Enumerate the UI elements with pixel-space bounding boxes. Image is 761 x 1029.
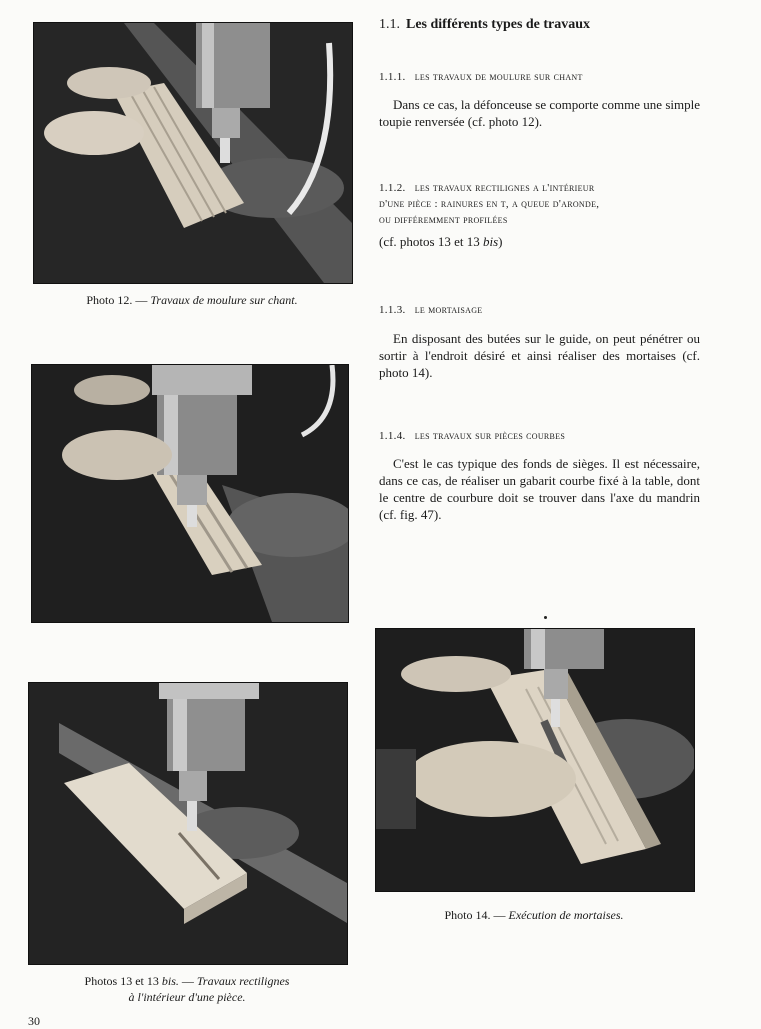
caption-line-2: à l'intérieur d'une pièce. — [128, 990, 246, 1005]
subsection-1-1-1-heading: 1.1.1. les travaux de moulure sur chant — [379, 71, 583, 83]
photo-14 — [375, 628, 695, 892]
subsection-1-1-3-text: En disposant des butées sur le guide, on peut pénétrer ou sortir à l'endroit désiré et ainsi réaliser des mortaises (cf. photo 14). — [379, 331, 700, 381]
subsection-1-1-2-heading: 1.1.2. les travaux rectilignes a l'intérieur d'une pièce : rainures en t, a queue d'aronde, ou différemment profilées — [379, 182, 600, 226]
caption-prefix: Photo 12. — — [86, 293, 151, 307]
caption-prefix: Photo 14. — — [444, 908, 509, 922]
photo-13-caption — [28, 973, 346, 1005]
subsection-1-1-4-text: C'est le cas typique des fonds de sièges. Il est nécessaire, dans ce cas, de réaliser un gabarit courbe fixé à la table, dont le centre de courbure doit se trouver dans l'axe du mandrin (cf. fig. 47). — [379, 456, 700, 523]
print-speck — [544, 616, 547, 619]
photo-12 — [33, 22, 353, 284]
photo-13 — [31, 364, 349, 623]
photo-14-caption — [375, 907, 693, 923]
section-number: 1.1. — [379, 17, 400, 32]
section-title: Les différents types de travaux — [406, 17, 591, 32]
page-number: 30 — [28, 1014, 40, 1028]
caption-text: Exécution de mortaises. — [508, 908, 624, 922]
subsection-1-1-1-text: Dans ce cas, la défonceuse se comporte comme une simple toupie renversée (cf. photo 12). — [379, 97, 700, 130]
subsection-1-1-2-reference: (cf. photos 13 et 13 bis) — [379, 234, 503, 249]
subsection-1-1-4-heading: 1.1.4. les travaux sur pièces courbes — [379, 430, 566, 442]
section-heading — [379, 17, 590, 33]
caption-text: Travaux de moulure sur chant. — [150, 293, 298, 307]
photo-13-bis — [28, 682, 348, 965]
caption-line-1: Photos 13 et 13 bis. — Travaux rectilignes — [84, 974, 290, 988]
photo-12-caption — [33, 292, 351, 308]
subsection-1-1-3-heading: 1.1.3. le mortaisage — [379, 304, 483, 316]
